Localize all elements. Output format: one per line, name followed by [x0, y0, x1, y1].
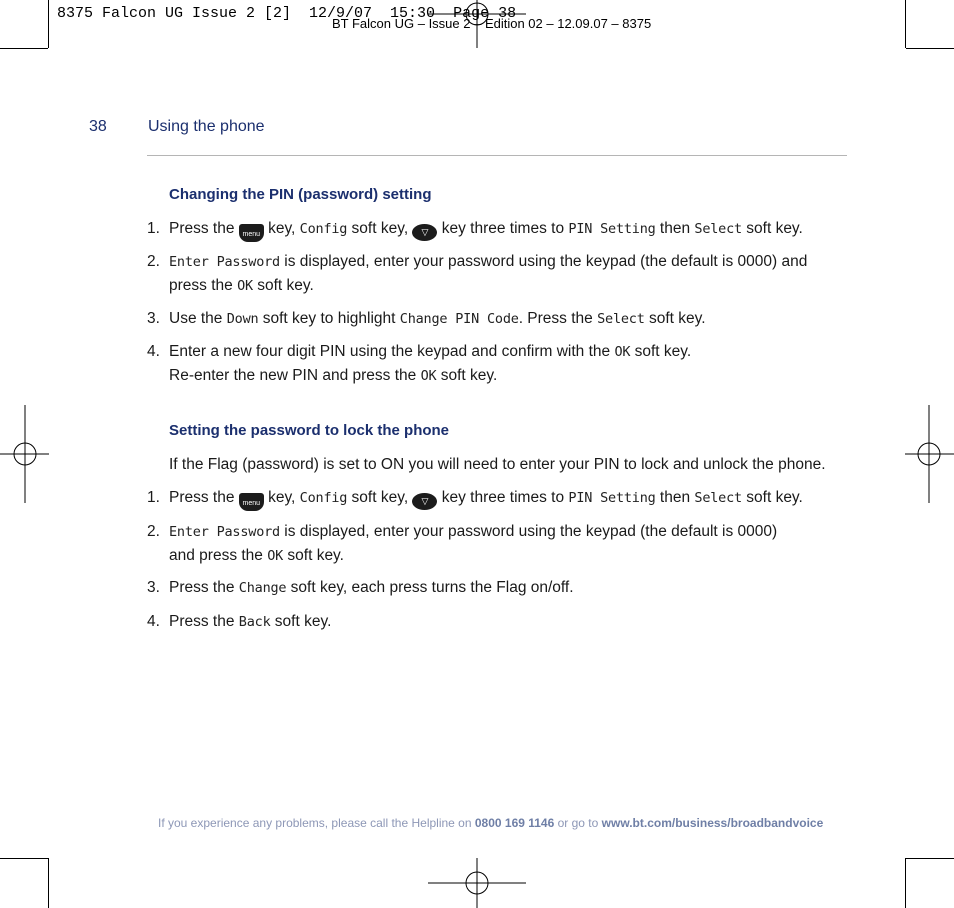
- section-heading-lock: Setting the password to lock the phone: [169, 422, 450, 439]
- lcd-text: Config: [299, 490, 348, 506]
- lcd-text: OK: [237, 278, 253, 294]
- list-item: 2. Enter Password is displayed, enter your password using the keypad (the default is 0000) and press the OK soft key.: [147, 523, 778, 564]
- helpline-phone: 0800 169 1146: [474, 816, 555, 830]
- list-item: 1. Press the menu key, Config soft key, ▽ key three times to PIN Setting then Select soft key.: [147, 217, 847, 242]
- section-intro: If the Flag (password) is set to ON you will need to enter your PIN to lock and unlock the phone.: [169, 456, 826, 473]
- print-slug-right: BT Falcon UG – Issue 2 – Edition 02 – 12.09.07 – 8375: [332, 16, 652, 31]
- helpline-footer: If you experience any problems, please call the Helpline on 0800 169 1146 or go to www.bt.com/business/broadbandvoice: [158, 816, 824, 830]
- menu-key-icon: menu: [239, 493, 264, 511]
- lcd-text: OK: [267, 548, 284, 564]
- lcd-text: Select: [694, 490, 742, 506]
- menu-key-icon: menu: [239, 224, 264, 242]
- lcd-text: Select: [597, 311, 645, 327]
- lcd-text: Change PIN Code: [399, 311, 519, 327]
- list-item: 1. Press the menu key, Config soft key, ▽ key three times to PIN Setting then Select soft key.: [147, 486, 847, 511]
- lcd-text: Back: [238, 614, 271, 630]
- lcd-text: Change: [238, 580, 287, 596]
- list-item: 4. Enter a new four digit PIN using the keypad and confirm with the OK soft key. Re-enter the new PIN and press the OK soft key.: [147, 343, 692, 384]
- print-slug-left: 8375 Falcon UG Issue 2 [2] 12/9/07 15:30 Page 38: [57, 5, 517, 22]
- down-arrow-key-icon: ▽: [412, 493, 437, 510]
- lcd-text: OK: [420, 368, 437, 384]
- header-rule: [147, 155, 847, 156]
- support-url: www.bt.com/business/broadbandvoice: [601, 816, 824, 830]
- lcd-text: Select: [694, 221, 742, 237]
- down-arrow-key-icon: ▽: [412, 224, 437, 241]
- lcd-text: Enter Password: [169, 254, 280, 270]
- list-item: 3. Use the Down soft key to highlight Change PIN Code. Press the Select soft key.: [147, 310, 706, 327]
- page-number: 38: [89, 118, 107, 135]
- lcd-text: OK: [614, 344, 631, 360]
- list-item: 4. Press the Back soft key.: [147, 613, 332, 630]
- lcd-text: PIN Setting: [568, 490, 656, 506]
- list-item: 2. Enter Password is displayed, enter your password using the keypad (the default is 0000) and press the OK soft key.: [147, 253, 808, 294]
- section-title: Using the phone: [148, 118, 265, 135]
- lcd-text: PIN Setting: [568, 221, 656, 237]
- list-item: 3. Press the Change soft key, each press turns the Flag on/off.: [147, 579, 574, 596]
- lcd-text: Down: [226, 311, 259, 327]
- lcd-text: Enter Password: [169, 524, 280, 540]
- section-heading-pin: Changing the PIN (password) setting: [169, 186, 432, 203]
- lcd-text: Config: [299, 221, 348, 237]
